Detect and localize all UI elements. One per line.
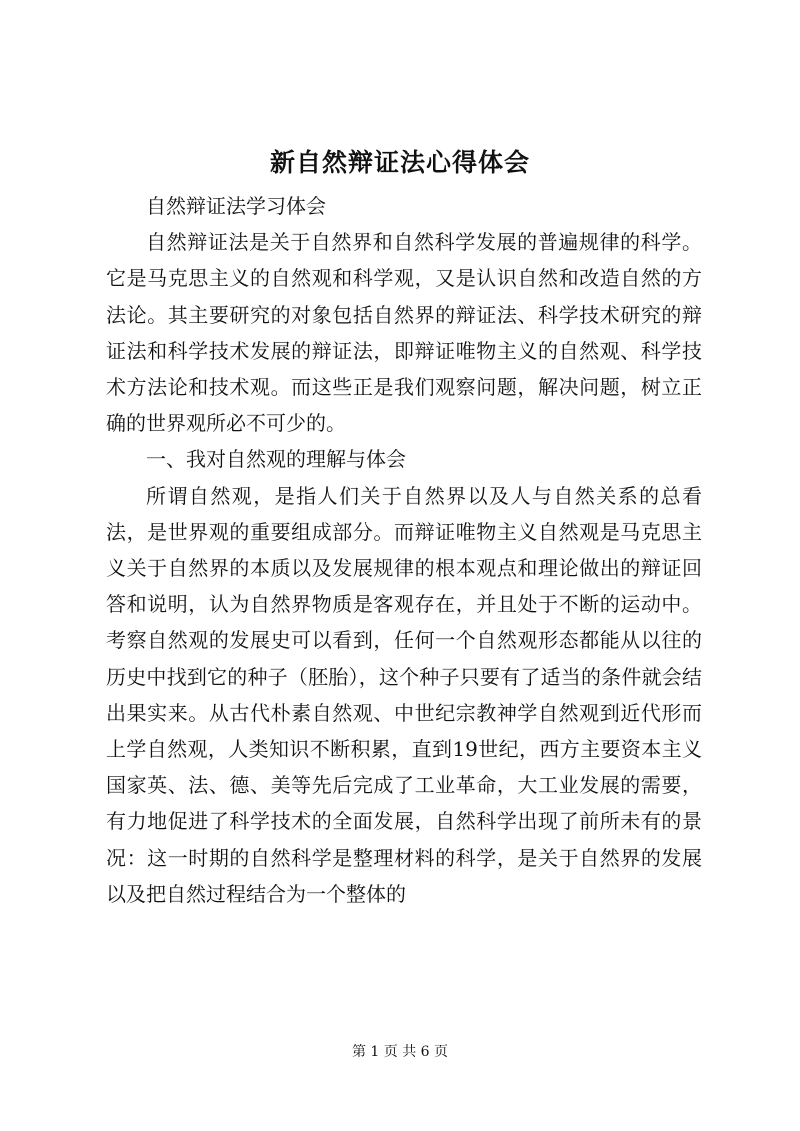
section-paragraph: 所谓自然观，是指人们关于自然界以及人与自然关系的总看法，是世界观的重要组成部分。而辩证唯物主义自然观是马克思主义关于自然界的本质以及发展规律的根本观点和理论做出的辩证回答和说明，认为自然界物质是客观存在，并且处于不断的运动中。考察自然观的发展史可以看到，任何一个自然观形态都能从以往的历史中找到它的种子（胚胎），这个种子只要有了适当的条件就会结出果实来。从古代朴素自然观、中世纪宗教神学自然观到近代形而上学自然观，人类知识不断积累，直到19世纪，西方主要资本主义国家英、法、德、美等先后完成了工业革命，大工业发展的需要，有力地促进了科学技术的全面发展，自然科学出现了前所未有的景况：这一时期的自然科学是整理材料的科学，是关于自然界的发展以及把自然过程结合为一个整体的 (106, 483, 702, 906)
document-body (106, 188, 702, 912)
section-heading: 一、我对自然观的理解与体会 (146, 447, 406, 472)
page-footer: 第 1 页 共 6 页 (351, 1044, 449, 1060)
subtitle-paragraph: 自然辩证法学习体会 (146, 194, 326, 218)
page-title: 新自然辩证法心得体会 (269, 148, 530, 177)
intro-paragraph: 自然辩证法是关于自然界和自然科学发展的普遍规律的科学。它是马克思主义的自然观和科学观，又是认识自然和改造自然的方法论。其主要研究的对象包括自然界的辩证法、科学技术研究的辩证法和科学技术发展的辩证法，即辩证唯物主义的自然观、科学技术方法论和技术观。而这些正是我们观察问题，解决问题，树立正确的世界观所必不可少的。 (106, 230, 702, 436)
